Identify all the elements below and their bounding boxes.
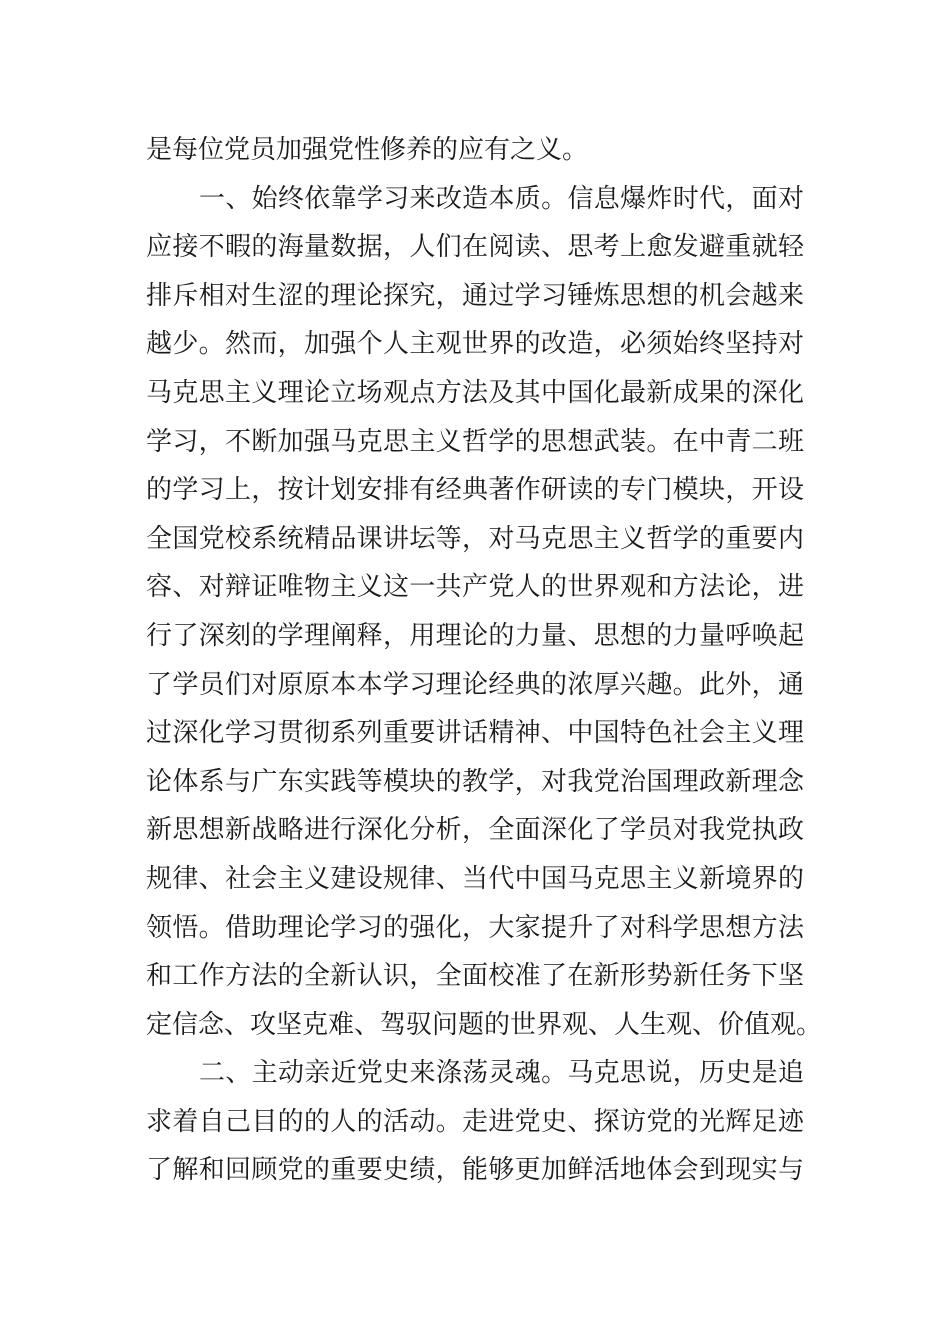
body-text: [146, 126, 823, 1195]
text-line: 越少。然而，加强个人主观世界的改造，必须始终坚持对: [146, 329, 804, 360]
text-line: 是每位党员加强党性修养的应有之义。: [146, 135, 589, 165]
text-line: 求着自己目的的人的活动。走进党史、探访党的光辉足迹: [146, 1106, 804, 1137]
text-line: 领悟。借助理论学习的强化，大家提升了对科学思想方法: [146, 912, 804, 943]
text-line: 了解和回顾党的重要史绩，能够更加鲜活地体会到现实与: [146, 1155, 804, 1186]
paragraph-heading-line: 二、主动亲近党史来涤荡灵魂。马克思说，历史是追: [199, 1058, 804, 1089]
paragraph-heading-line: 一、始终依靠学习来改造本质。信息爆炸时代，面对: [199, 183, 804, 214]
text-line: 应接不暇的海量数据，人们在阅读、思考上愈发避重就轻: [146, 232, 804, 263]
text-line: 容、对辩证唯物主义这一共产党人的世界观和方法论，进: [146, 572, 804, 603]
text-line: 论体系与广东实践等模块的教学，对我党治国理政新理念: [146, 766, 804, 797]
text-line: 了学员们对原原本本学习理论经典的浓厚兴趣。此外，通: [146, 669, 804, 700]
text-line: 过深化学习贯彻系列重要讲话精神、中国特色社会主义理: [146, 718, 804, 749]
text-line: 规律、社会主义建设规律、当代中国马克思主义新境界的: [146, 863, 804, 894]
text-line: 排斥相对生涩的理论探究，通过学习锤炼思想的机会越来: [146, 280, 804, 311]
text-line: 学习，不断加强马克思主义哲学的思想武装。在中青二班: [146, 426, 804, 457]
text-line: 行了深刻的学理阐释，用理论的力量、思想的力量呼唤起: [146, 620, 804, 651]
text-line: 马克思主义理论立场观点方法及其中国化最新成果的深化: [146, 377, 804, 408]
text-line: 定信念、攻坚克难、驾驭问题的世界观、人生观、价值观。: [146, 1009, 823, 1040]
text-line: 和工作方法的全新认识，全面校准了在新形势新任务下坚: [146, 961, 804, 992]
text-line: 新思想新战略进行深化分析，全面深化了学员对我党执政: [146, 815, 804, 846]
text-line: 的学习上，按计划安排有经典著作研读的专门模块，开设: [146, 475, 804, 506]
text-line: 全国党校系统精品课讲坛等，对马克思主义哲学的重要内: [146, 523, 804, 554]
